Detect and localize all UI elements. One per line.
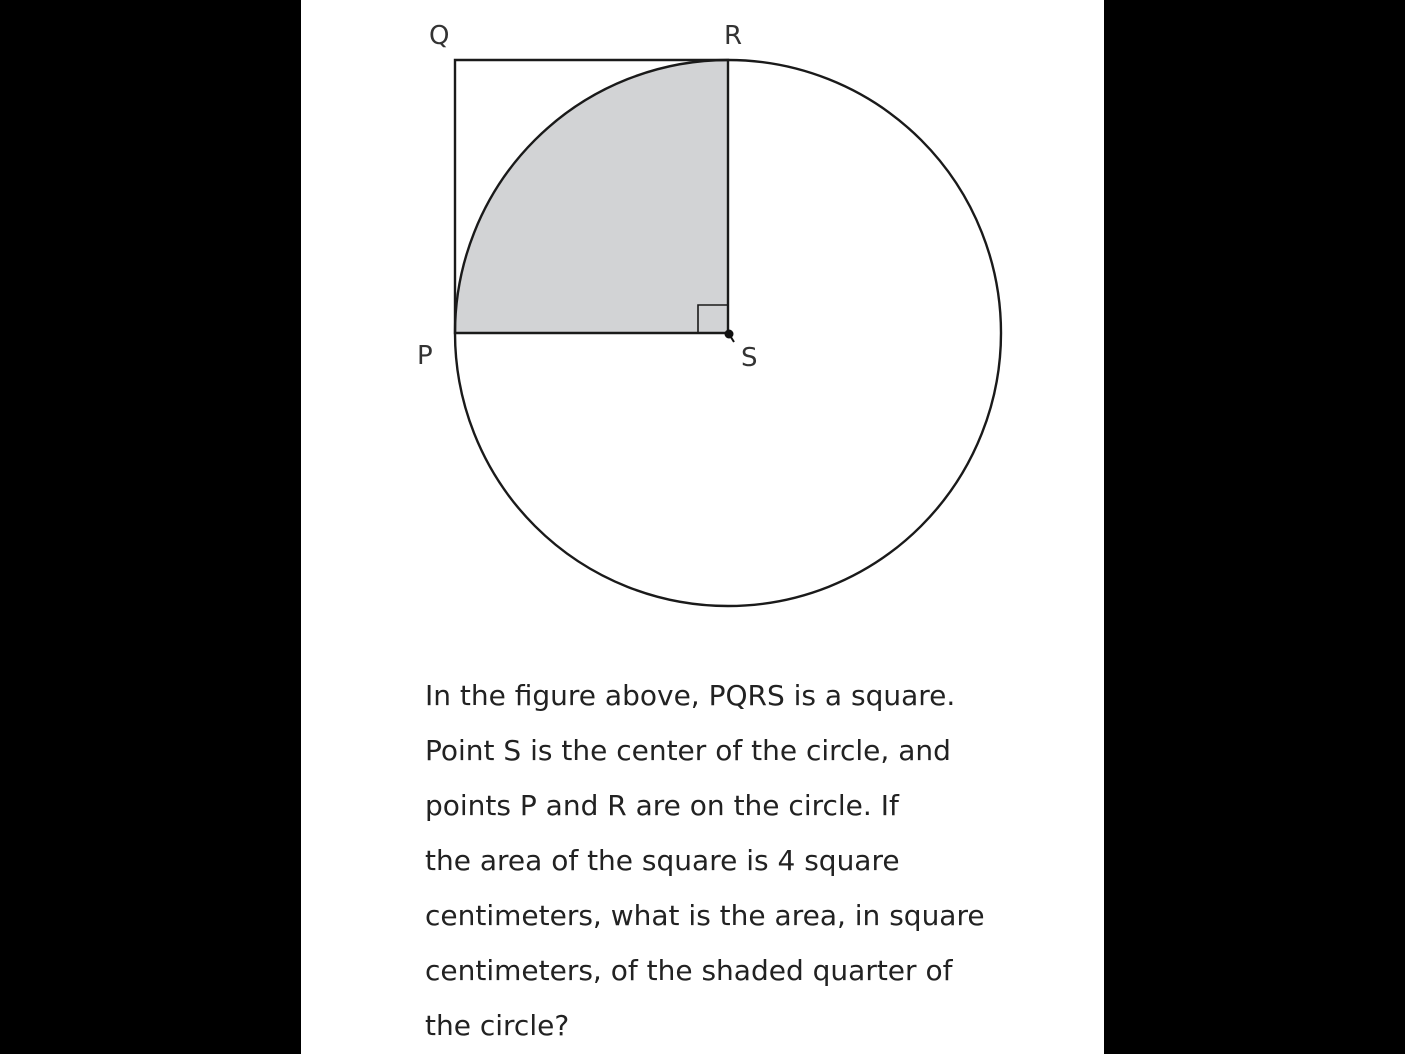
question-line: centimeters, what is the area, in square <box>425 899 985 932</box>
question-line: centimeters, of the shaded quarter of <box>425 954 953 987</box>
label-r: R <box>724 21 743 51</box>
question-text <box>425 668 1085 1053</box>
question-line: In the figure above, PQRS is a square. <box>425 679 956 712</box>
worksheet-page <box>301 0 1104 1054</box>
label-s: S <box>741 343 758 373</box>
question-line: points P and R are on the circle. If <box>425 789 899 822</box>
question-line: Point S is the center of the circle, and <box>425 734 951 767</box>
question-line: the area of the square is 4 square <box>425 844 900 877</box>
geometry-figure <box>301 0 1104 640</box>
label-p: P <box>417 341 433 371</box>
figure-canvas <box>301 0 1104 640</box>
shaded-quarter-circle <box>455 60 728 333</box>
label-q: Q <box>429 21 450 51</box>
question-line: the circle? <box>425 1009 570 1042</box>
